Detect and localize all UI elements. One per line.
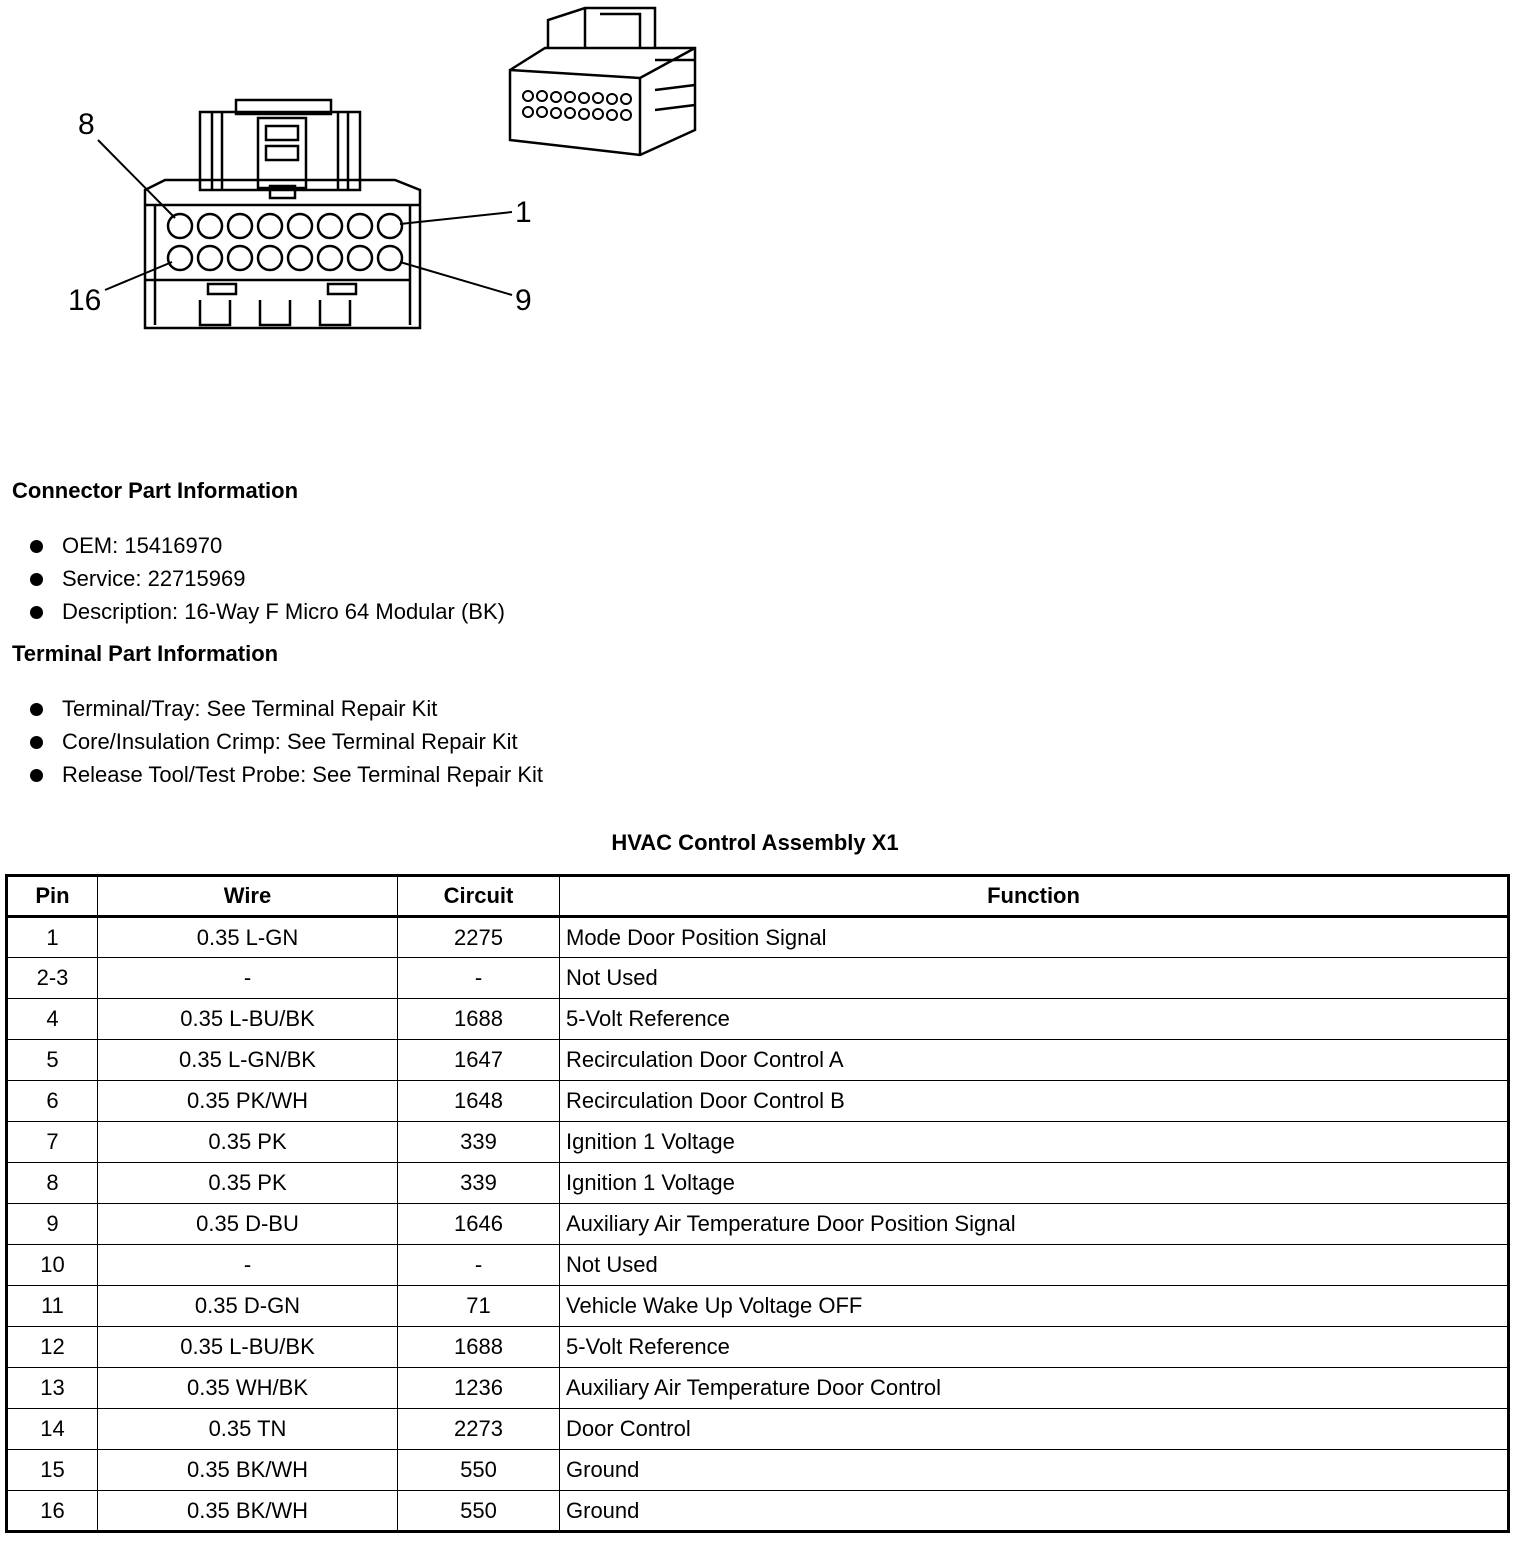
cell-pin: 9 bbox=[7, 1204, 98, 1245]
table-row bbox=[7, 1245, 1509, 1286]
connector-face-drawing bbox=[0, 0, 760, 420]
bullet-icon bbox=[30, 606, 43, 619]
cell-function: Not Used bbox=[560, 958, 1509, 999]
header-function: Function bbox=[560, 876, 1509, 917]
cell-wire: 0.35 D-BU bbox=[98, 1204, 398, 1245]
cell-function: Recirculation Door Control B bbox=[560, 1081, 1509, 1122]
cell-function: 5-Volt Reference bbox=[560, 1327, 1509, 1368]
table-row bbox=[7, 1204, 1509, 1245]
cell-circuit: 1648 bbox=[398, 1081, 560, 1122]
list-item bbox=[28, 562, 505, 595]
cell-pin: 13 bbox=[7, 1368, 98, 1409]
table-row bbox=[7, 999, 1509, 1040]
cell-function: 5-Volt Reference bbox=[560, 999, 1509, 1040]
table-header-row bbox=[7, 876, 1509, 917]
header-pin: Pin bbox=[7, 876, 98, 917]
cell-pin: 10 bbox=[7, 1245, 98, 1286]
connector-info-heading: Connector Part Information bbox=[12, 478, 299, 503]
table-row bbox=[7, 1122, 1509, 1163]
cell-wire: 0.35 PK bbox=[98, 1122, 398, 1163]
cell-circuit: 1688 bbox=[398, 999, 560, 1040]
cell-pin: 4 bbox=[7, 999, 98, 1040]
table-row bbox=[7, 1286, 1509, 1327]
connector-info-list bbox=[28, 529, 505, 628]
cell-function: Ground bbox=[560, 1491, 1509, 1532]
bullet-icon bbox=[30, 573, 43, 586]
core-insulation-crimp: Core/Insulation Crimp: See Terminal Repair Kit bbox=[62, 729, 518, 754]
table-row bbox=[7, 1081, 1509, 1122]
cell-wire: - bbox=[98, 1245, 398, 1286]
cell-pin: 15 bbox=[7, 1450, 98, 1491]
cell-circuit: 2275 bbox=[398, 917, 560, 958]
cell-function: Recirculation Door Control A bbox=[560, 1040, 1509, 1081]
table-row bbox=[7, 1491, 1509, 1532]
cell-pin: 16 bbox=[7, 1491, 98, 1532]
table-row bbox=[7, 1368, 1509, 1409]
cell-wire: 0.35 BK/WH bbox=[98, 1491, 398, 1532]
table-row bbox=[7, 958, 1509, 999]
cell-circuit: 1236 bbox=[398, 1368, 560, 1409]
cell-function: Ground bbox=[560, 1450, 1509, 1491]
cell-pin: 8 bbox=[7, 1163, 98, 1204]
cell-wire: 0.35 TN bbox=[98, 1409, 398, 1450]
connector-isometric-drawing bbox=[510, 8, 695, 155]
cell-circuit: 1688 bbox=[398, 1327, 560, 1368]
release-tool: Release Tool/Test Probe: See Terminal Repair Kit bbox=[62, 762, 543, 787]
connector-description: Description: 16-Way F Micro 64 Modular (BK) bbox=[62, 599, 505, 624]
cell-pin: 6 bbox=[7, 1081, 98, 1122]
cell-function: Door Control bbox=[560, 1409, 1509, 1450]
table-row bbox=[7, 1163, 1509, 1204]
cell-function: Auxiliary Air Temperature Door Position Signal bbox=[560, 1204, 1509, 1245]
cell-pin: 7 bbox=[7, 1122, 98, 1163]
cell-wire: 0.35 L-BU/BK bbox=[98, 999, 398, 1040]
cavity-row-bottom bbox=[168, 246, 402, 270]
cell-wire: 0.35 BK/WH bbox=[98, 1450, 398, 1491]
cell-pin: 14 bbox=[7, 1409, 98, 1450]
connector-service: Service: 22715969 bbox=[62, 566, 246, 591]
table-row bbox=[7, 917, 1509, 958]
table-row bbox=[7, 1327, 1509, 1368]
cell-pin: 12 bbox=[7, 1327, 98, 1368]
pin-label-1: 1 bbox=[515, 196, 532, 229]
cell-wire: 0.35 PK/WH bbox=[98, 1081, 398, 1122]
bullet-icon bbox=[30, 540, 43, 553]
cell-function: Mode Door Position Signal bbox=[560, 917, 1509, 958]
cell-wire: - bbox=[98, 958, 398, 999]
cell-function: Auxiliary Air Temperature Door Control bbox=[560, 1368, 1509, 1409]
cell-function: Not Used bbox=[560, 1245, 1509, 1286]
pin-label-16: 16 bbox=[68, 284, 102, 317]
bullet-icon bbox=[30, 703, 43, 716]
connector-oem: OEM: 15416970 bbox=[62, 533, 223, 558]
cell-wire: 0.35 L-GN/BK bbox=[98, 1040, 398, 1081]
cell-pin: 5 bbox=[7, 1040, 98, 1081]
cell-circuit: 339 bbox=[398, 1122, 560, 1163]
cell-circuit: - bbox=[398, 958, 560, 999]
table-row bbox=[7, 1040, 1509, 1081]
terminal-tray: Terminal/Tray: See Terminal Repair Kit bbox=[62, 696, 438, 721]
pinout-table bbox=[5, 874, 1510, 1533]
table-body bbox=[7, 917, 1509, 1532]
cell-pin: 2-3 bbox=[7, 958, 98, 999]
pin-label-8: 8 bbox=[78, 108, 95, 141]
table-row bbox=[7, 1450, 1509, 1491]
terminal-info-list bbox=[28, 692, 543, 791]
cell-wire: 0.35 PK bbox=[98, 1163, 398, 1204]
cell-circuit: 550 bbox=[398, 1450, 560, 1491]
pin-label-9: 9 bbox=[515, 284, 532, 317]
terminal-info-heading: Terminal Part Information bbox=[12, 641, 279, 666]
cavity-row-top bbox=[168, 214, 402, 238]
cell-pin: 11 bbox=[7, 1286, 98, 1327]
cell-wire: 0.35 L-GN bbox=[98, 917, 398, 958]
list-item bbox=[28, 595, 505, 628]
cell-circuit: 339 bbox=[398, 1163, 560, 1204]
cell-function: Vehicle Wake Up Voltage OFF bbox=[560, 1286, 1509, 1327]
bullet-icon bbox=[30, 736, 43, 749]
cell-wire: 0.35 D-GN bbox=[98, 1286, 398, 1327]
cell-circuit: 2273 bbox=[398, 1409, 560, 1450]
list-item bbox=[28, 692, 543, 725]
list-item bbox=[28, 529, 505, 562]
bullet-icon bbox=[30, 769, 43, 782]
table-title: HVAC Control Assembly X1 bbox=[611, 830, 899, 855]
cell-pin: 1 bbox=[7, 917, 98, 958]
cell-circuit: 71 bbox=[398, 1286, 560, 1327]
cell-circuit: - bbox=[398, 1245, 560, 1286]
header-wire: Wire bbox=[98, 876, 398, 917]
list-item bbox=[28, 758, 543, 791]
cell-wire: 0.35 L-BU/BK bbox=[98, 1327, 398, 1368]
header-circuit: Circuit bbox=[398, 876, 560, 917]
connector-diagram bbox=[0, 0, 760, 420]
table-row bbox=[7, 1409, 1509, 1450]
cell-circuit: 1646 bbox=[398, 1204, 560, 1245]
list-item bbox=[28, 725, 543, 758]
cell-wire: 0.35 WH/BK bbox=[98, 1368, 398, 1409]
cell-circuit: 1647 bbox=[398, 1040, 560, 1081]
cell-circuit: 550 bbox=[398, 1491, 560, 1532]
cell-function: Ignition 1 Voltage bbox=[560, 1122, 1509, 1163]
cell-function: Ignition 1 Voltage bbox=[560, 1163, 1509, 1204]
